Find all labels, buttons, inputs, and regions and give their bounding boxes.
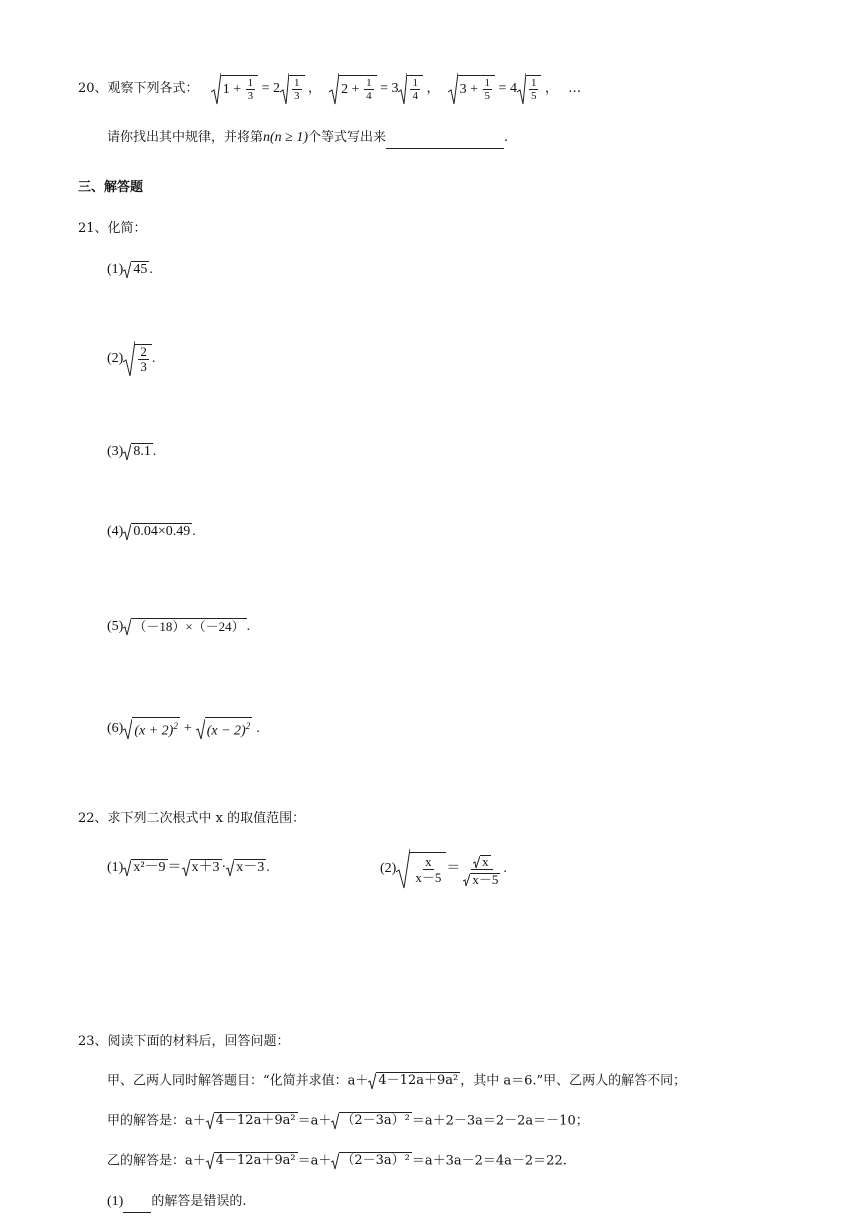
q23-line-3: 乙的解答是：a＋ 4－12a＋9a² ＝a＋ （2－3a）² ＝a＋3a－2＝4a－2＝22.: [107, 1151, 567, 1172]
q21-part-1: (1) 45 .: [107, 260, 153, 280]
q21-part-6: (6) $(x + 2)^2 + (x - 2)^2$ .: [107, 717, 260, 741]
section-heading: 三、解答题: [78, 180, 144, 195]
q20-answer-blank[interactable]: [386, 128, 504, 149]
sqrt-radical: $\frac{1}{4}$: [398, 72, 423, 106]
q23-line-1: 甲、乙两人同时解答题目：“化简并求值：a＋ 4－12a＋9a² ，其中 a＝6.”甲、乙两人的解答不同；: [107, 1071, 686, 1092]
q20-line: 20、观察下列各式： 1 + $\frac{1}{3}$ = 2 $\frac{1}{3}$ ， 2 + $\frac{1}{4}$ = 3 $\frac{1}{4}$ ， 3 + $\frac{1}{5}$ = 4 $\frac{1}{5}$ ， …: [78, 72, 581, 106]
q22-part-2: (2) $\frac{x}{x-5}$ ＝ $\frac{x}{x-5}$ .: [380, 848, 507, 890]
q20-prompt-math: n(n ≥ 1): [263, 130, 309, 145]
q21-part-3: (3) 8.1 .: [107, 442, 156, 462]
q21-part-2: (2) $\frac{2}{3}$ .: [107, 340, 155, 378]
sqrt-radical: x: [473, 852, 491, 868]
sqrt-radical: $\frac{1}{5}$: [517, 72, 542, 106]
q23-line-2: 甲的解答是：a＋ 4－12a＋9a² ＝a＋ （2－3a）² ＝a＋2－3a＝2－2a＝－10；: [107, 1111, 589, 1132]
sqrt-radical: x＋3: [182, 858, 222, 878]
q23-line-4: (1) 的解答是错误的.: [107, 1192, 246, 1213]
q20-equation-2: 2 + $\frac{1}{4}$ = 3 $\frac{1}{4}$: [329, 81, 426, 96]
sqrt-radical: 45: [123, 260, 149, 280]
q20-ellipsis: …: [568, 81, 582, 97]
q21-title: 21、化简：: [78, 221, 147, 236]
q21-part-4: (4) 0.04×0.49 .: [107, 522, 196, 542]
sqrt-radical: （2－3a）²: [331, 1151, 412, 1171]
q20-prompt: 请你找出其中规律，并将第n(n ≥ 1)个等式写出来 .: [107, 128, 508, 149]
sqrt-radical: （2－3a）²: [331, 1111, 412, 1131]
sqrt-radical: 2 + $\frac{1}{4}$: [329, 72, 376, 106]
q20-intro: 观察下列各式：: [107, 81, 199, 97]
q22-part-1: (1) x²－9 ＝ x＋3 · x－3 .: [107, 858, 270, 878]
sqrt-radical: x－3: [226, 858, 266, 878]
sqrt-radical: 4－12a＋9a²: [368, 1071, 460, 1091]
sqrt-radical: x－5: [463, 871, 500, 887]
q21-part-5: (5) （－18）×（－24） .: [107, 617, 250, 637]
sqrt-radical: $\frac{x}{x-5}$: [396, 848, 446, 890]
q20-equation-1: 1 + $\frac{1}{3}$ = 2 $\frac{1}{3}$: [211, 81, 308, 96]
sqrt-radical: $(x + 2)^2$: [123, 717, 180, 741]
q20-number: 20、: [78, 81, 108, 97]
q23-title: 23、阅读下面的材料后，回答问题：: [78, 1034, 290, 1049]
sqrt-radical: 4－12a＋9a²: [206, 1111, 298, 1131]
sqrt-radical: 1 + $\frac{1}{3}$: [211, 72, 258, 106]
sqrt-radical: （－18）×（－24）: [123, 617, 246, 637]
sqrt-radical: 4－12a＋9a²: [206, 1151, 298, 1171]
sqrt-radical: 3 + $\frac{1}{5}$: [448, 72, 495, 106]
q23-answer-blank[interactable]: [123, 1192, 151, 1213]
sqrt-radical: x²－9: [123, 858, 167, 878]
sqrt-radical: $\frac{1}{3}$: [280, 72, 305, 106]
sqrt-radical: $(x - 2)^2$: [196, 717, 253, 741]
q22-title: 22、求下列二次根式中 x 的取值范围：: [78, 811, 306, 826]
sqrt-radical: $\frac{2}{3}$: [123, 340, 152, 378]
sqrt-radical: 8.1: [123, 442, 153, 462]
sqrt-radical: 0.04×0.49: [123, 522, 192, 542]
q20-equation-3: 3 + $\frac{1}{5}$ = 4 $\frac{1}{5}$: [448, 81, 545, 96]
